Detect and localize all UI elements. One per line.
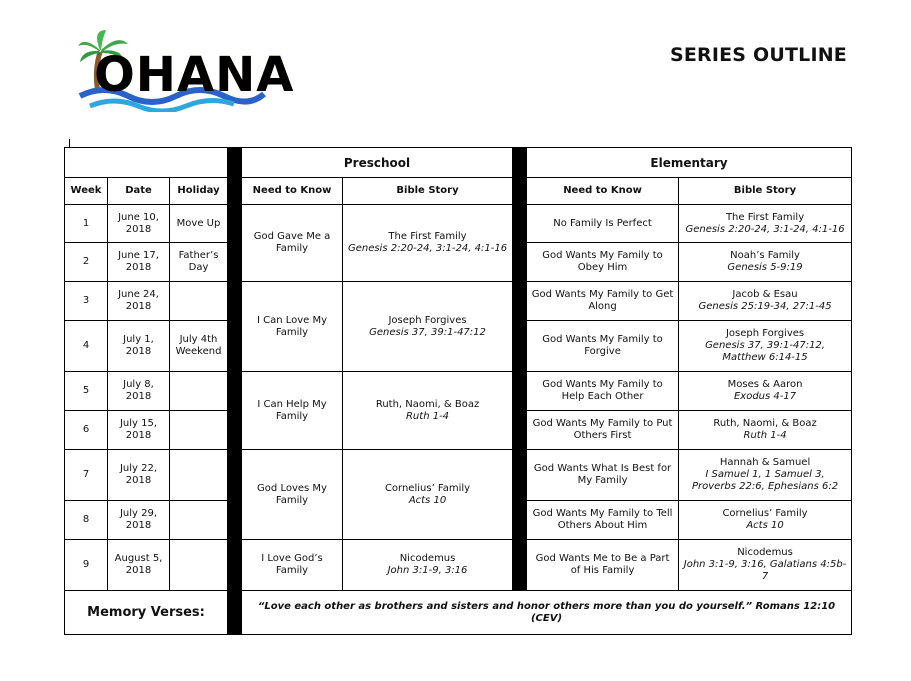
story-title: Hannah & Samuel [719, 457, 811, 468]
preschool-need-cell: God Loves My Family [242, 450, 343, 540]
scripture-ref: Exodus 4-17 [733, 391, 797, 402]
scripture-ref: Genesis 2:20-24, 3:1-24, 4:1-16 [685, 223, 845, 235]
preschool-story-cell [343, 450, 513, 540]
week-cell: 9 [65, 540, 108, 591]
series-outline-table [64, 147, 852, 635]
scripture-ref: Genesis 37, 39:1-47:12, Matthew 6:14-15 [705, 340, 825, 363]
week-cell: 4 [65, 321, 108, 372]
holiday-header: Holiday [170, 178, 228, 205]
scripture-ref: Ruth 1-4 [405, 410, 450, 422]
logo-wordmark [94, 47, 295, 103]
story-title: Joseph Forgives [388, 314, 467, 326]
scripture-ref: Acts 10 [746, 520, 784, 531]
elementary-story-cell [679, 411, 852, 450]
scripture-ref: I Samuel 1, 1 Samuel 3, Proverbs 22:6, Ephesians 6:2 [691, 469, 839, 492]
elementary-story-cell [679, 540, 852, 591]
week-cell: 3 [65, 282, 108, 321]
holiday-cell [170, 282, 228, 321]
elementary-story-cell [679, 321, 852, 372]
story-title: Cornelius’ Family [384, 482, 471, 494]
week-cell: 8 [65, 501, 108, 540]
preschool-story-cell [343, 282, 513, 372]
elementary-need-cell: God Wants My Family to Forgive [527, 321, 679, 372]
date-cell: July 15, 2018 [108, 411, 170, 450]
preschool-need-cell: I Can Love My Family [242, 282, 343, 372]
scripture-ref: Genesis 37, 39:1-47:12 [369, 326, 486, 338]
elementary-need-cell: No Family Is Perfect [527, 205, 679, 243]
scripture-ref: Acts 10 [408, 494, 447, 506]
elementary-story-cell [679, 205, 852, 243]
story-title: Ruth, Naomi, & Boaz [375, 398, 480, 410]
column-divider [513, 148, 527, 178]
scripture-ref: John 3:1-9, 3:16, Galatians 4:5b-7 [683, 559, 847, 582]
holiday-cell [170, 411, 228, 450]
table-row [65, 205, 852, 243]
week-cell: 2 [65, 243, 108, 282]
elementary-need-cell: God Wants My Family to Help Each Other [527, 372, 679, 411]
elementary-need-header: Need to Know [527, 178, 679, 205]
date-cell: July 1, 2018 [108, 321, 170, 372]
page-title: SERIES OUTLINE [669, 44, 847, 66]
table-row [65, 540, 852, 591]
story-title: Ruth, Naomi, & Boaz [713, 418, 817, 429]
week-cell: 7 [65, 450, 108, 501]
week-cell: 5 [65, 372, 108, 411]
week-cell: 6 [65, 411, 108, 450]
date-cell: July 8, 2018 [108, 372, 170, 411]
week-header: Week [65, 178, 108, 205]
preschool-story-cell [343, 540, 513, 591]
scripture-ref: Genesis 5-9:19 [727, 262, 803, 273]
elementary-story-cell [679, 282, 852, 321]
story-title: Moses & Aaron [727, 379, 803, 390]
table-row [65, 372, 852, 411]
preschool-need-cell: I Love God’s Family [242, 540, 343, 591]
column-header-row [65, 178, 852, 205]
date-cell: July 22, 2018 [108, 450, 170, 501]
elementary-need-cell: God Wants My Family to Tell Others About Him [527, 501, 679, 540]
ohana-logo [74, 26, 295, 112]
holiday-cell [170, 372, 228, 411]
holiday-cell [170, 501, 228, 540]
elementary-story-cell [679, 450, 852, 501]
week-cell: 1 [65, 205, 108, 243]
holiday-cell: Father’s Day [170, 243, 228, 282]
scripture-ref: Genesis 2:20-24, 3:1-24, 4:1-16 [347, 243, 508, 254]
preschool-need-cell: I Can Help My Family [242, 372, 343, 450]
elementary-need-cell: God Wants What Is Best for My Family [527, 450, 679, 501]
scripture-ref: John 3:1-9, 3:16 [387, 565, 468, 576]
story-title: The First Family [725, 211, 805, 223]
memory-verse-text: “Love each other as brothers and sisters and honor others more than you do yourself.” Romans 12:10 (CEV) [242, 591, 852, 635]
story-title: Jacob & Esau [732, 289, 798, 300]
elementary-need-cell: God Wants My Family to Get Along [527, 282, 679, 321]
story-title: The First Family [388, 231, 467, 242]
group-header-row [65, 148, 852, 178]
story-title: Nicodemus [737, 547, 793, 558]
elementary-header: Elementary [527, 148, 852, 178]
date-cell: June 10, 2018 [108, 205, 170, 243]
elementary-need-cell: God Wants My Family to Obey Him [527, 243, 679, 282]
story-title: Joseph Forgives [725, 328, 805, 339]
elementary-story-header: Bible Story [679, 178, 852, 205]
story-title: Noah’s Family [730, 250, 800, 261]
date-header: Date [108, 178, 170, 205]
table-row [65, 282, 852, 321]
holiday-cell [170, 450, 228, 501]
memory-verse-row [65, 591, 852, 635]
elementary-story-cell [679, 501, 852, 540]
preschool-need-cell: God Gave Me a Family [242, 205, 343, 282]
elementary-need-cell: God Wants Me to Be a Part of His Family [527, 540, 679, 591]
margin-mark [69, 139, 70, 147]
table-row [65, 450, 852, 501]
column-divider [228, 148, 242, 178]
date-cell: August 5, 2018 [108, 540, 170, 591]
scripture-ref: Ruth 1-4 [743, 430, 787, 441]
date-cell: July 29, 2018 [108, 501, 170, 540]
date-cell: June 17, 2018 [108, 243, 170, 282]
preschool-story-cell [343, 205, 513, 282]
memory-verses-label: Memory Verses: [65, 591, 228, 635]
holiday-cell: Move Up [170, 205, 228, 243]
logo-text: OHANA [94, 47, 295, 103]
holiday-cell: July 4th Weekend [170, 321, 228, 372]
holiday-cell [170, 540, 228, 591]
elementary-story-cell [679, 243, 852, 282]
story-title: Nicodemus [399, 553, 456, 564]
preschool-need-header: Need to Know [242, 178, 343, 205]
elementary-story-cell [679, 372, 852, 411]
preschool-header: Preschool [242, 148, 513, 178]
preschool-story-cell [343, 372, 513, 450]
date-cell: June 24, 2018 [108, 282, 170, 321]
story-title: Cornelius’ Family [722, 508, 808, 519]
preschool-story-header: Bible Story [343, 178, 513, 205]
scripture-ref: Genesis 25:19-34, 27:1-45 [698, 301, 832, 312]
elementary-need-cell: God Wants My Family to Put Others First [527, 411, 679, 450]
